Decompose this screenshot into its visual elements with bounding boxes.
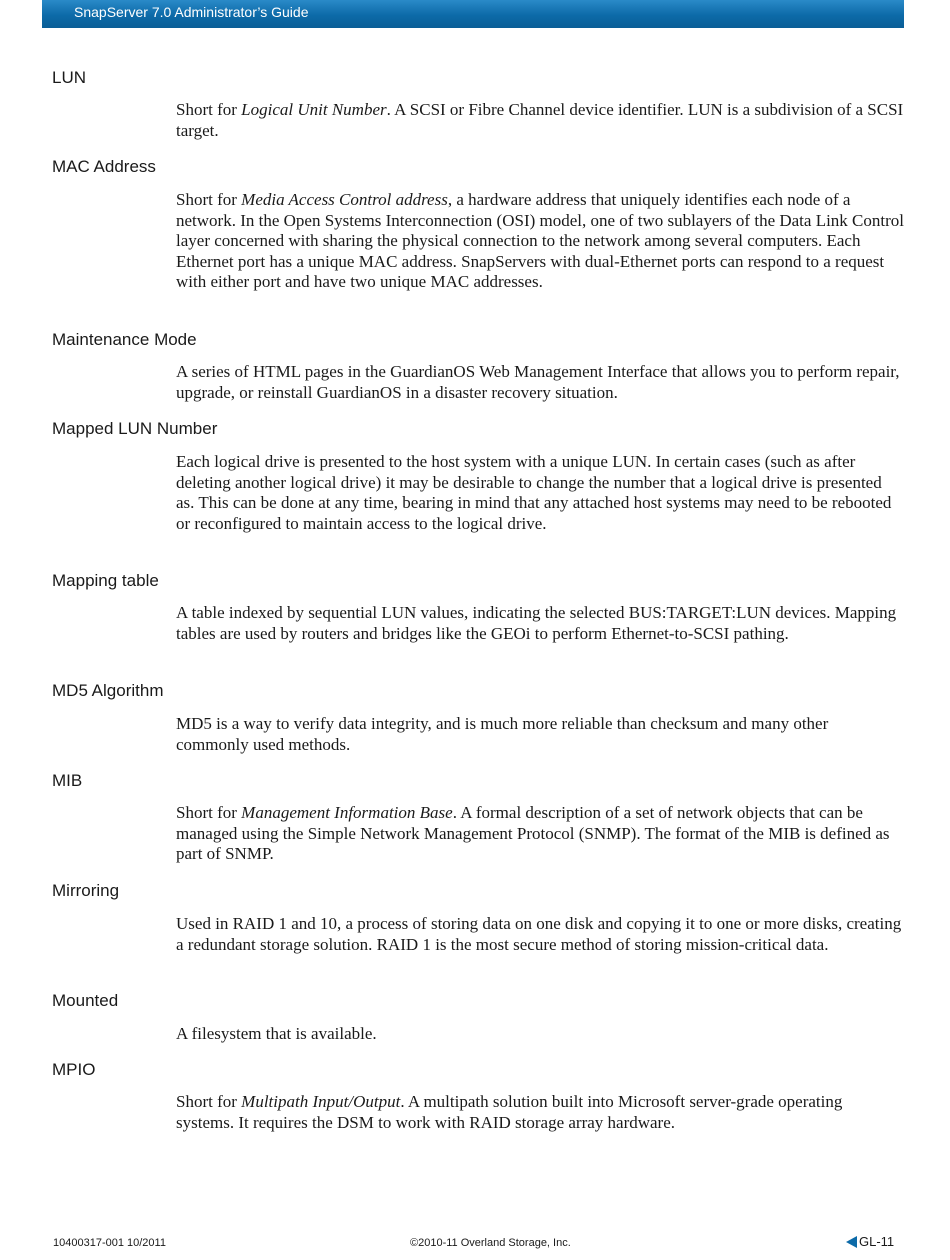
glossary-term: LUN xyxy=(52,68,87,87)
glossary-term: Maintenance Mode xyxy=(52,330,197,349)
document-number: 10400317-001 10/2011 xyxy=(53,1237,166,1249)
glossary-term: MAC Address xyxy=(52,157,156,176)
back-arrow-icon[interactable] xyxy=(846,1236,857,1248)
glossary-term: Mapping table xyxy=(52,571,159,590)
page-number: GL-11 xyxy=(859,1234,895,1249)
glossary-definition: Short for Management Information Base. A formal description of a set of network objects that can be managed using the Simple Network Management Protocol (SNMP). The format of the MIB is defined as part of SNMP. xyxy=(176,803,890,864)
glossary-definition: Short for Logical Unit Number. A SCSI or Fibre Channel device identifier. LUN is a subdivision of a SCSI target. xyxy=(176,100,904,140)
guide-title: SnapServer 7.0 Administrator’s Guide xyxy=(74,4,309,20)
glossary-definition: A series of HTML pages in the GuardianOS Web Management Interface that allows you to perform repair, upgrade, or reinstall GuardianOS in a disaster recovery situation. xyxy=(176,362,900,402)
glossary-definition: Each logical drive is presented to the host system with a unique LUN. In certain cases (such as after deleting another logical drive) it may be desirable to change the number that a logical drive is presented as. This can be done at any time, bearing in mind that any attached host systems may need to be rebooted or reconfigured to maintain access to the logical drive. xyxy=(176,452,892,533)
page-header-bar xyxy=(42,0,904,28)
glossary-term: MIB xyxy=(52,771,83,790)
glossary-definition: Short for Media Access Control address, a hardware address that uniquely identifies each node of a network. In the Open Systems Interconnection (OSI) model, one of two sublayers of the Data Link Control layer concerned with sharing the physical connection to the network among several computers. Each Ethernet port has a unique MAC address. SnapServers with dual-Ethernet ports can respond to a request with either port and have two unique MAC addresses. xyxy=(176,190,905,292)
glossary-term: Mounted xyxy=(52,991,119,1010)
page-number-link[interactable] xyxy=(846,1234,894,1249)
glossary-definition: Short for Multipath Input/Output. A multipath solution built into Microsoft server-grade operating systems. It requires the DSM to work with RAID storage array hardware. xyxy=(176,1092,843,1132)
glossary-definition: A filesystem that is available. xyxy=(176,1024,377,1043)
glossary-term: Mirroring xyxy=(52,881,120,900)
glossary-term: MPIO xyxy=(52,1060,96,1079)
glossary-definition: A table indexed by sequential LUN values, indicating the selected BUS:TARGET:LUN devices. Mapping tables are used by routers and bridges like the GEOi to perform Ethernet-to-SCSI pathing. xyxy=(176,603,897,643)
glossary-term: Mapped LUN Number xyxy=(52,419,218,438)
glossary-term: MD5 Algorithm xyxy=(52,681,164,700)
glossary-definition: Used in RAID 1 and 10, a process of storing data on one disk and copying it to one or more disks, creating a redundant storage solution. RAID 1 is the most secure method of storing mission-critical data. xyxy=(176,914,902,954)
copyright-notice: ©2010-11 Overland Storage, Inc. xyxy=(410,1237,571,1249)
glossary-definition: MD5 is a way to verify data integrity, and is much more reliable than checksum and many other commonly used methods. xyxy=(176,714,829,754)
